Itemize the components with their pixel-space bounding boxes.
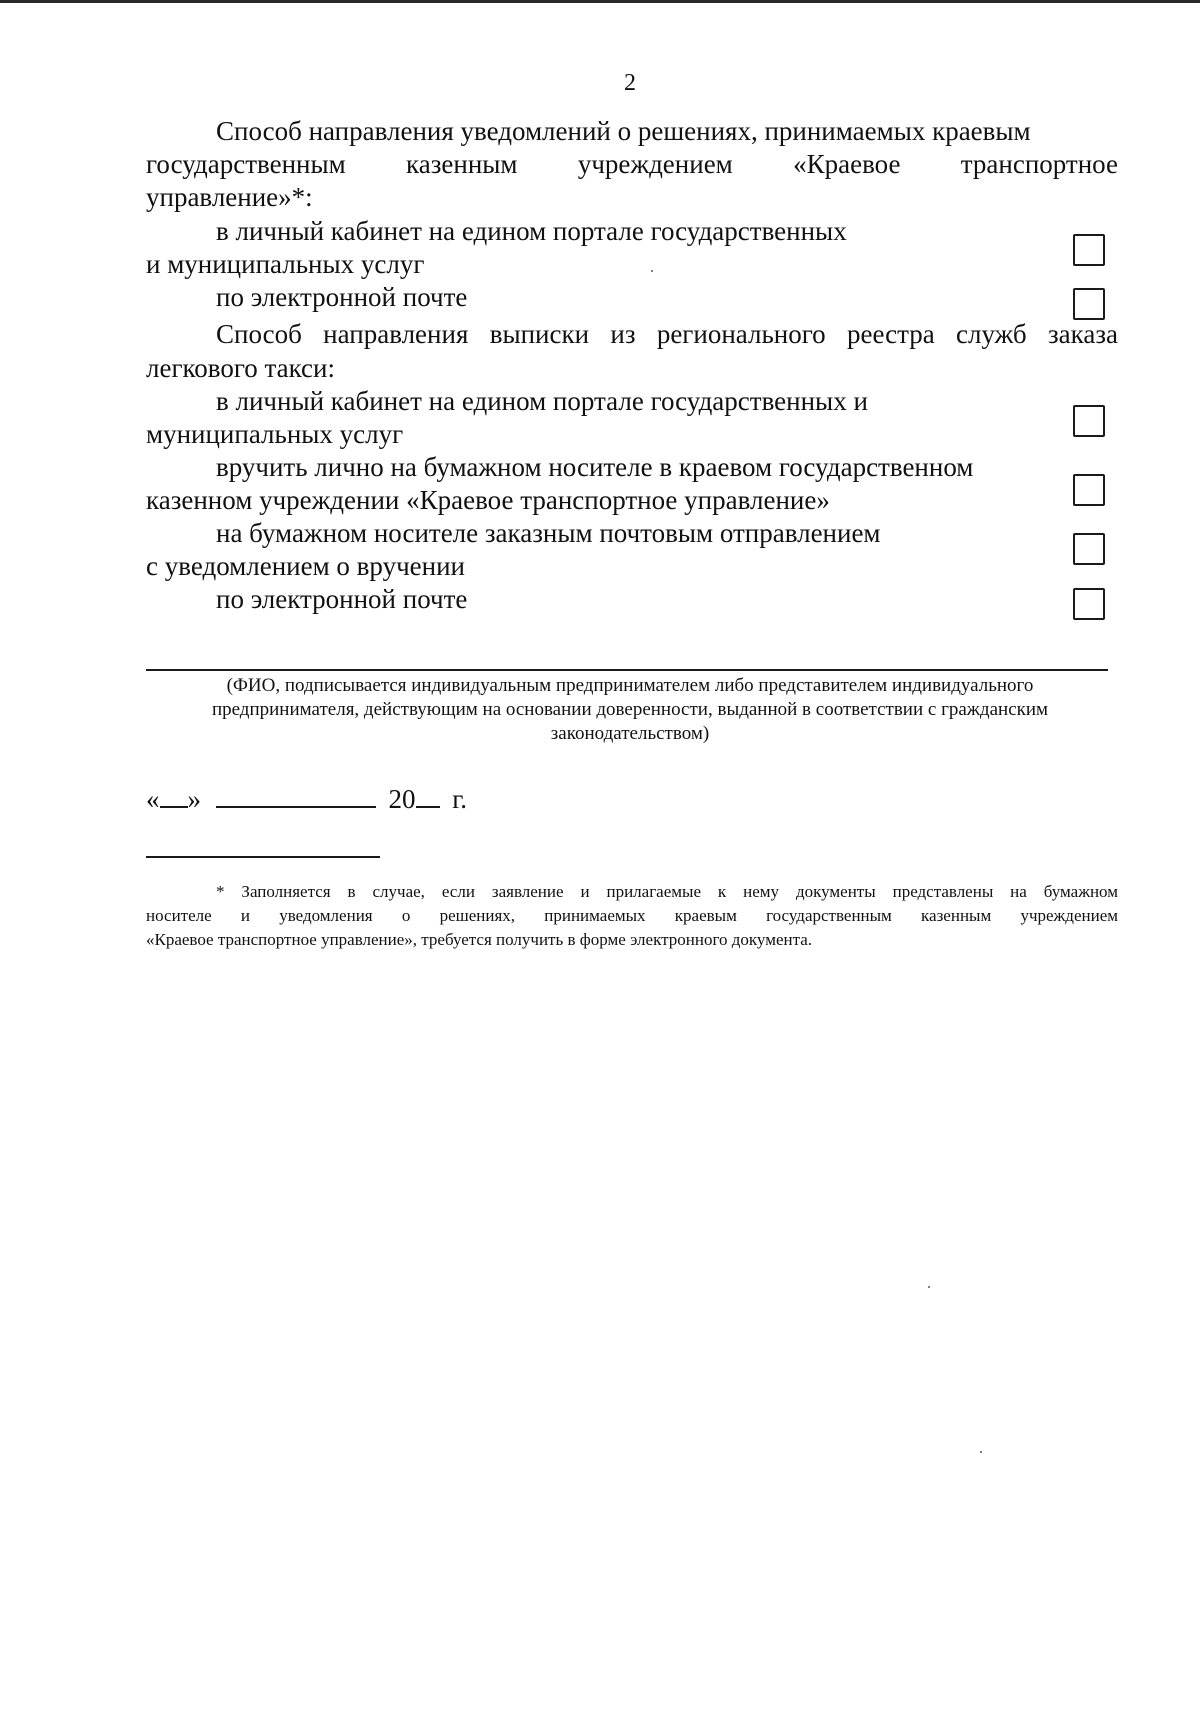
section2-inperson-checkbox[interactable] [1073, 474, 1105, 506]
signature-note-line3: законодательством) [550, 723, 710, 744]
section1-portal-checkbox[interactable] [1073, 234, 1105, 266]
date-day-blank[interactable] [160, 782, 188, 808]
section1-email-checkbox[interactable] [1073, 288, 1105, 320]
date-open-quote: « [146, 784, 160, 814]
section2-mail-checkbox[interactable] [1073, 533, 1105, 565]
footnote-line3: «Краевое транспортное управление», требуется получить в форме электронного документа. [146, 930, 813, 949]
section1-heading-line1: Способ направления уведомлений о решениях, принимаемых краевым [216, 116, 1031, 146]
section1-option-portal-line1: в личный кабинет на едином портале государственных [216, 216, 847, 246]
section2-heading-line2: легкового такси: [146, 353, 335, 383]
section2-option-inperson-line1: вручить лично на бумажном носителе в краевом государственном [216, 452, 974, 482]
section2-option-portal-line1: в личный кабинет на едином портале государственных и [216, 386, 868, 416]
section2-option-mail-line2: с уведомлением о вручении [146, 551, 465, 581]
section1-heading-line3: управление»*: [146, 182, 313, 212]
date-year-suffix: г. [452, 784, 468, 814]
page-number: 2 [624, 70, 636, 96]
footnote-line2: носителе и уведомления о решениях, принимаемых краевым государственным казенным учреждением [146, 906, 1118, 925]
section1-option-portal-line2: и муниципальных услуг [146, 249, 425, 279]
section2-option-inperson-line2: казенном учреждении «Краевое транспортное управление» [146, 485, 830, 515]
signature-line [146, 669, 1108, 671]
date-row [146, 782, 467, 815]
scan-speck [651, 270, 653, 272]
section1-option-email: по электронной почте [216, 282, 468, 312]
section1-heading-line2: государственным казенным учреждением «Краевое транспортное [146, 149, 1118, 179]
footnote-rule [146, 856, 380, 858]
scan-top-edge [0, 0, 1200, 3]
date-close-quote: » [187, 784, 201, 814]
signature-note-line2: предпринимателя, действующим на основании доверенности, выданной в соответствии с гражданским [211, 699, 1049, 720]
scan-speck [928, 1286, 930, 1288]
section2-option-mail-line1: на бумажном носителе заказным почтовым отправлением [216, 518, 881, 548]
date-month-blank[interactable] [216, 782, 376, 808]
date-year-blank[interactable] [416, 782, 440, 808]
signature-note-line1: (ФИО, подписывается индивидуальным предпринимателем либо представителем индивидуального [226, 675, 1034, 696]
section2-heading-line1: Способ направления выписки из регионального реестра служб заказа [216, 319, 1118, 349]
section2-option-email: по электронной почте [216, 584, 468, 614]
section2-email-checkbox[interactable] [1073, 588, 1105, 620]
section2-portal-checkbox[interactable] [1073, 405, 1105, 437]
section2-option-portal-line2: муниципальных услуг [146, 419, 404, 449]
footnote-line1: * Заполняется в случае, если заявление и прилагаемые к нему документы представлены на бумажном [216, 882, 1118, 901]
scan-speck [980, 1451, 982, 1453]
date-year-prefix: 20 [388, 784, 416, 814]
